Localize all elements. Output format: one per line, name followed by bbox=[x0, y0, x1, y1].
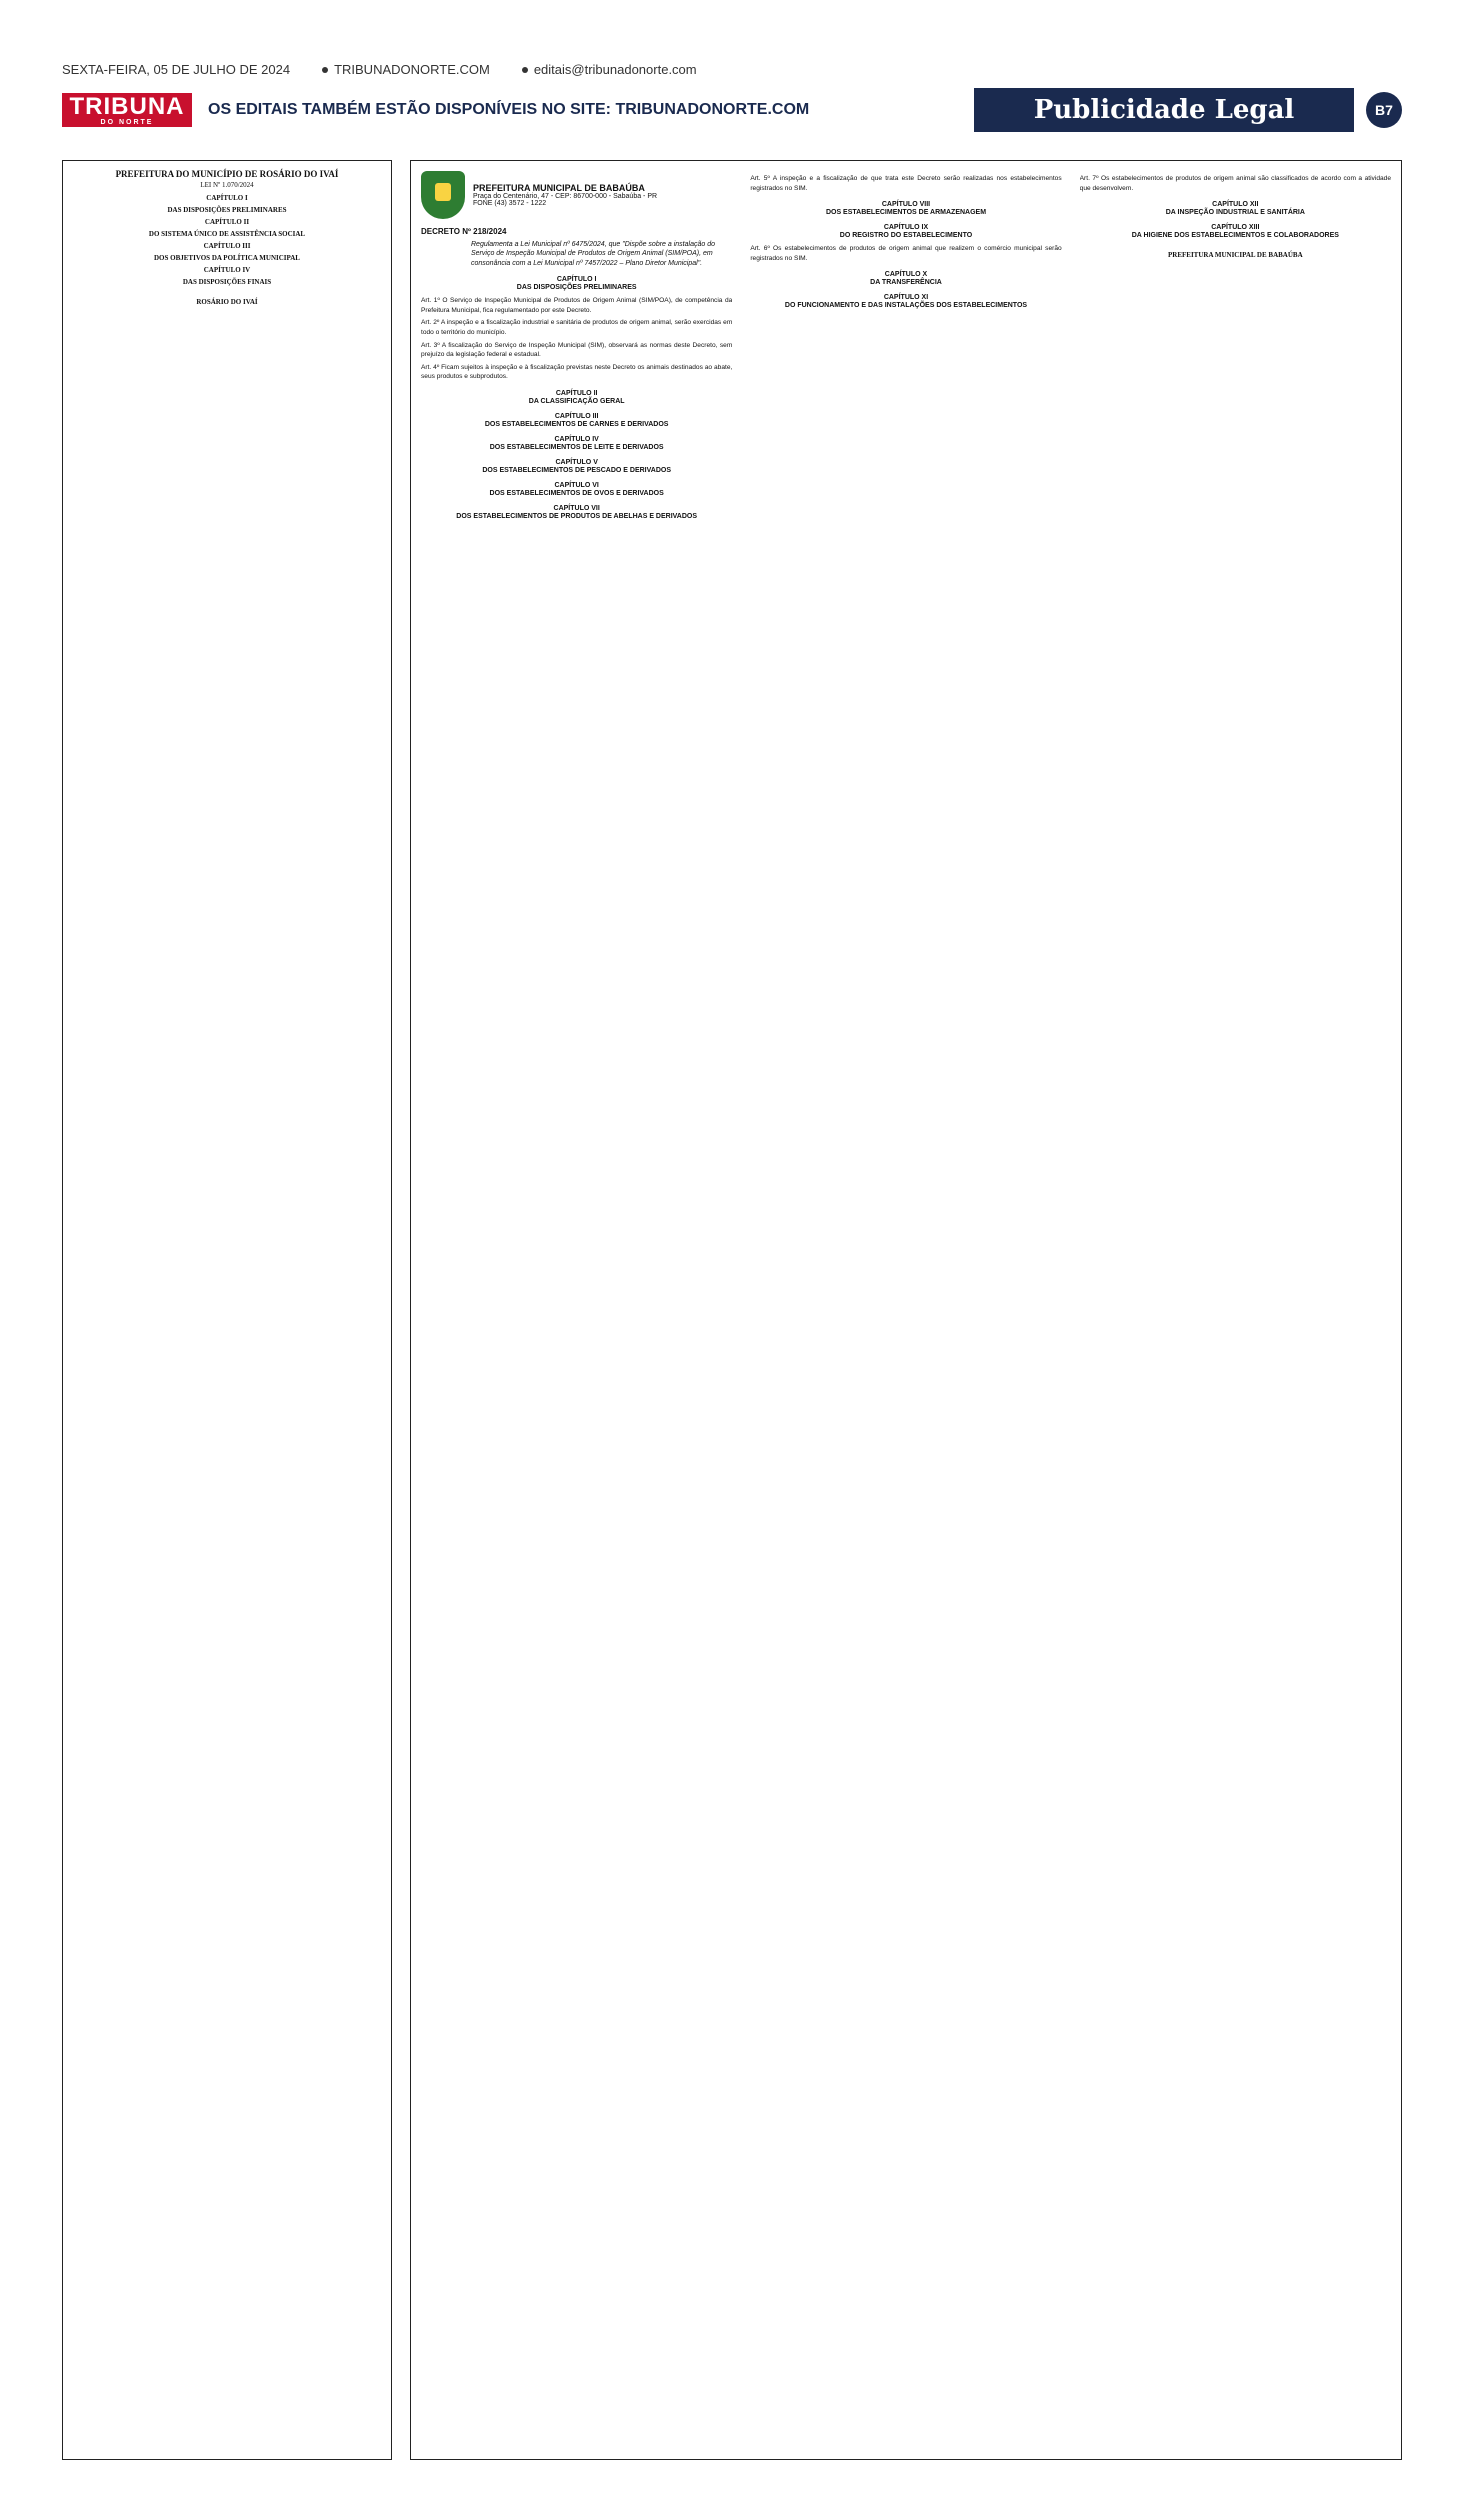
chapter-heading: CAPÍTULO III bbox=[554, 412, 599, 420]
chapter-heading: CAPÍTULO VIII bbox=[881, 201, 931, 209]
chapter-title: DA INSPEÇÃO INDUSTRIAL E SANITÁRIA bbox=[1165, 209, 1305, 217]
chapter-heading: CAPÍTULO VII bbox=[553, 504, 600, 512]
chapter-title: DO REGISTRO DO ESTABELECIMENTO bbox=[839, 232, 973, 240]
chapter-heading: CAPÍTULO VI bbox=[554, 481, 599, 489]
decree-number: DECRETO Nº 218/2024 bbox=[421, 227, 507, 236]
masthead bbox=[62, 86, 1402, 134]
chapter-title: DOS OBJETIVOS DA POLÍTICA MUNICIPAL bbox=[154, 253, 300, 262]
chapter-title: DOS ESTABELECIMENTOS DE PESCADO E DERIVADOS bbox=[482, 466, 671, 474]
notice-title: PREFEITURA DO MUNICÍPIO DE ROSÁRIO DO IVAÍ bbox=[115, 169, 339, 179]
article-text: Art. 7º Os estabelecimentos de produtos de origem animal são classificados de acordo com a atividade que desenvolvem. bbox=[1079, 175, 1391, 192]
chapter-heading: CAPÍTULO III bbox=[203, 241, 251, 250]
site-link[interactable]: TRIBUNADONORTE.COM bbox=[322, 62, 490, 77]
chapter-heading: CAPÍTULO X bbox=[884, 271, 928, 279]
chapter-title: DOS ESTABELECIMENTOS DE PRODUTOS DE ABELHAS E DERIVADOS bbox=[456, 512, 698, 520]
entity-address: Praça do Centenário, 47 - CEP: 86700-000 - Sabaúba - PR bbox=[473, 193, 658, 200]
chapter-title: DO SISTEMA ÚNICO DE ASSISTÊNCIA SOCIAL bbox=[148, 229, 306, 238]
chapter-title: DA TRANSFERÊNCIA bbox=[870, 279, 942, 287]
bullet-icon bbox=[522, 67, 528, 73]
chapter-title: DA HIGIENE DOS ESTABELECIMENTOS E COLABORADORES bbox=[1131, 232, 1339, 240]
chapter-title: DAS DISPOSIÇÕES PRELIMINARES bbox=[167, 205, 287, 214]
chapter-title: DA CLASSIFICAÇÃO GERAL bbox=[528, 397, 625, 405]
newspaper-logo: TRIBUNA DO NORTE bbox=[62, 93, 192, 127]
entity-name: PREFEITURA MUNICIPAL DE BABAÚBA bbox=[473, 183, 645, 193]
bullet-icon bbox=[322, 67, 328, 73]
chapter-heading: CAPÍTULO XIII bbox=[1211, 224, 1260, 232]
chapter-heading: CAPÍTULO I bbox=[206, 193, 248, 202]
coat-of-arms-icon bbox=[421, 171, 465, 219]
decree-column-1 bbox=[421, 171, 732, 2449]
chapter-heading: CAPÍTULO IV bbox=[203, 265, 251, 274]
decree-summary: Regulamenta a Lei Municipal nº 6475/2024, que "Dispõe sobre a instalação do Serviço de Inspeção Municipal de Produtos de Origem Animal (SIM/POA), em consonância com a Lei Municipal nº 7457/2022 – Plano Diretor Municipal". bbox=[471, 241, 715, 267]
decree-signature: PREFEITURA MUNICIPAL DE BABAÚBA bbox=[1168, 251, 1303, 260]
chapter-heading: CAPÍTULO II bbox=[204, 217, 250, 226]
chapter-heading: CAPÍTULO II bbox=[555, 389, 598, 397]
chapter-heading: CAPÍTULO IV bbox=[554, 435, 599, 443]
decree-column-2 bbox=[750, 171, 1061, 2449]
top-strip bbox=[62, 58, 1402, 80]
article-text: Art. 5º A inspeção e a fiscalização de que trata este Decreto serão realizadas nos estabelecimentos registrados no SIM. bbox=[750, 175, 1062, 192]
chapter-title: DOS ESTABELECIMENTOS DE LEITE E DERIVADOS bbox=[489, 443, 664, 451]
chapter-title: DOS ESTABELECIMENTOS DE OVOS E DERIVADOS bbox=[489, 489, 664, 497]
notice-subtitle: LEI Nº 1.070/2024 bbox=[200, 180, 254, 189]
chapter-title: DAS DISPOSIÇÕES PRELIMINARES bbox=[516, 284, 637, 292]
article-text: Art. 6º Os estabelecimentos de produtos de origem animal que realizem o comércio municipal serão registrados no SIM. bbox=[750, 245, 1062, 262]
chapter-heading: CAPÍTULO XI bbox=[883, 294, 929, 302]
chapter-heading: CAPÍTULO XII bbox=[1212, 201, 1259, 209]
chapter-heading: CAPÍTULO IX bbox=[883, 224, 929, 232]
chapter-heading: CAPÍTULO I bbox=[556, 276, 597, 284]
article-text: Art. 1º O Serviço de Inspeção Municipal de Produtos de Origem Animal (SIM/POA), de competência da Prefeitura Municipal, fica regulamentado por este Decreto. Art. 2º A inspeção e a fiscalização industrial e sanitária de produtos de origem animal, serão exercidas em todo o território do município. Art. 3º A fiscalização do Serviço de Inspeção Municipal (SIM), observará as normas deste Decreto, sem prejuízo da legislação federal e estadual. Art. 4º Ficam sujeitos à inspeção e à fiscalização previstas neste Decreto os animais destinados ao abate, seus produtos e subprodutos. bbox=[421, 297, 733, 381]
entity-phone: FONE (43) 3572 - 1222 bbox=[473, 200, 547, 207]
edition-date: SEXTA-FEIRA, 05 DE JULHO DE 2024 bbox=[62, 61, 291, 77]
chapter-heading: CAPÍTULO V bbox=[555, 458, 598, 466]
page-number: B7 bbox=[1366, 92, 1402, 128]
chapter-title: DAS DISPOSIÇÕES FINAIS bbox=[182, 277, 272, 286]
chapter-title: DOS ESTABELECIMENTOS DE ARMAZENAGEM bbox=[825, 209, 987, 217]
chapter-title: DOS ESTABELECIMENTOS DE CARNES E DERIVADOS bbox=[484, 420, 669, 428]
decree-block bbox=[410, 160, 1402, 2460]
email-link[interactable]: editais@tribunadonorte.com bbox=[522, 62, 697, 77]
notice-signature: ROSÁRIO DO IVAÍ bbox=[196, 297, 258, 306]
left-notice bbox=[62, 160, 392, 2460]
section-title: Publicidade Legal bbox=[974, 88, 1354, 132]
municipal-header bbox=[421, 171, 732, 219]
site-notice: OS EDITAIS TAMBÉM ESTÃO DISPONÍVEIS NO SITE: TRIBUNADONORTE.COM bbox=[208, 101, 810, 118]
chapter-title: DO FUNCIONAMENTO E DAS INSTALAÇÕES DOS ESTABELECIMENTOS bbox=[784, 302, 1028, 310]
decree-column-3 bbox=[1080, 171, 1391, 2449]
